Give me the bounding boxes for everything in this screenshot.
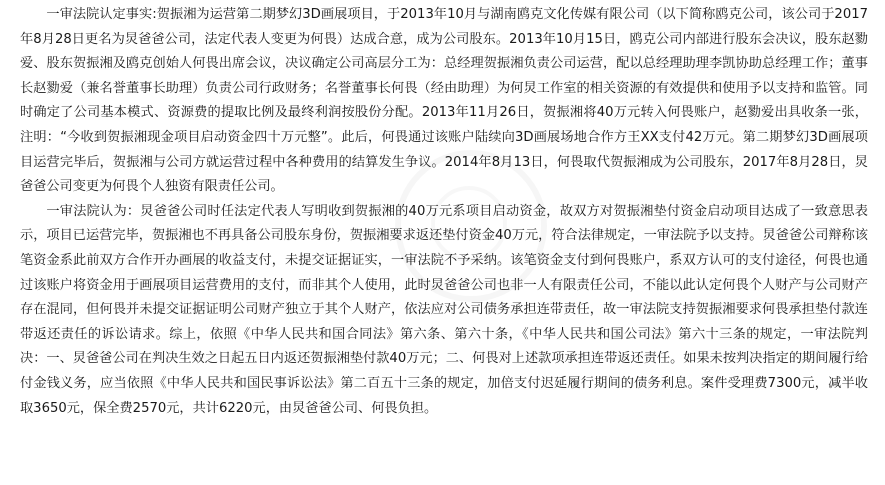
judgment-text	[20, 3, 868, 421]
paragraph-first-instance-opinion: 一审法院认为：炅爸爸公司时任法定代表人写明收到贺振湘的40万元系项目启动资金，故双方对贺振湘垫付资金启动项目达成了一致意思表示，项目已运营完毕，贺振湘也不再具备公司股东身份，贺振湘要求返还垫付资金40万元，符合法律规定，一审法院予以支持。炅爸爸公司辩称该笔资金系此前双方合作开办画展的收益支付，未提交证据证实，一审法院不予采纳。该笔资金支付到何畏账户，系双方认可的支付途径，何畏也通过该账户将资金用于画展项目运营费用的支付，而非其个人使用，此时炅爸爸公司也非一人有限责任公司，不能以此认定何畏个人财产与公司财产存在混同，但何畏并未提交证据证明公司财产独立于其个人财产，依法应对公司债务承担连带责任，故一审法院支持贺振湘要求何畏承担垫付款连带返还责任的诉讼请求。综上，依照《中华人民共和国合同法》第六条、第六十条，《中华人民共和国公司法》第六十三条的规定，一审法院判决：一、炅爸爸公司在判决生效之日起五日内返还贺振湘垫付款40万元；二、何畏对上述款项承担连带返还责任。如果未按判决指定的期间履行给付金钱义务，应当依照《中华人民共和国民事诉讼法》第二百五十三条的规定，加倍支付迟延履行期间的债务利息。案件受理费7300元，减半收取3650元，保全费2570元，共计6220元，由炅爸爸公司、何畏负担。	[20, 203, 868, 416]
paragraph-first-instance-facts: 一审法院认定事实:贺振湘为运营第二期梦幻3D画展项目，于2013年10月与湖南鸥克文化传媒有限公司（以下简称鸥克公司，该公司于2017年8月28日更名为炅爸爸公司，法定代表人变更为何畏）达成合意，成为公司股东。2013年10月15日，鸥克公司内部进行股东会决议，股东赵勠爱、股东贺振湘及鸥克创始人何畏出席会议，决议确定公司高层分工为：总经理贺振湘负责公司运营，配以总经理助理李凯协助总经理工作；董事长赵勠爱（兼名誉董事长助理）负责公司行政财务；名誉董事长何畏（经由助理）为何炅工作室的相关资源的有效提供和使用予以支持和监管。同时确定了公司基本模式、资源费的提取比例及最终利润按股份分配。2013年11月26日，贺振湘将40万元转入何畏账户，赵勠爱出具收条一张，注明：“今收到贺振湘现金项目启动资金四十万元整”。此后，何畏通过该账户陆续向3D画展场地合作方王XX支付42万元。第二期梦幻3D画展项目运营完毕后，贺振湘与公司方就运营过程中各种费用的结算发生争议。2014年8月13日，何畏取代贺振湘成为公司股东，2017年8月28日，炅爸爸公司变更为何畏个人独资有限责任公司。	[20, 7, 868, 195]
